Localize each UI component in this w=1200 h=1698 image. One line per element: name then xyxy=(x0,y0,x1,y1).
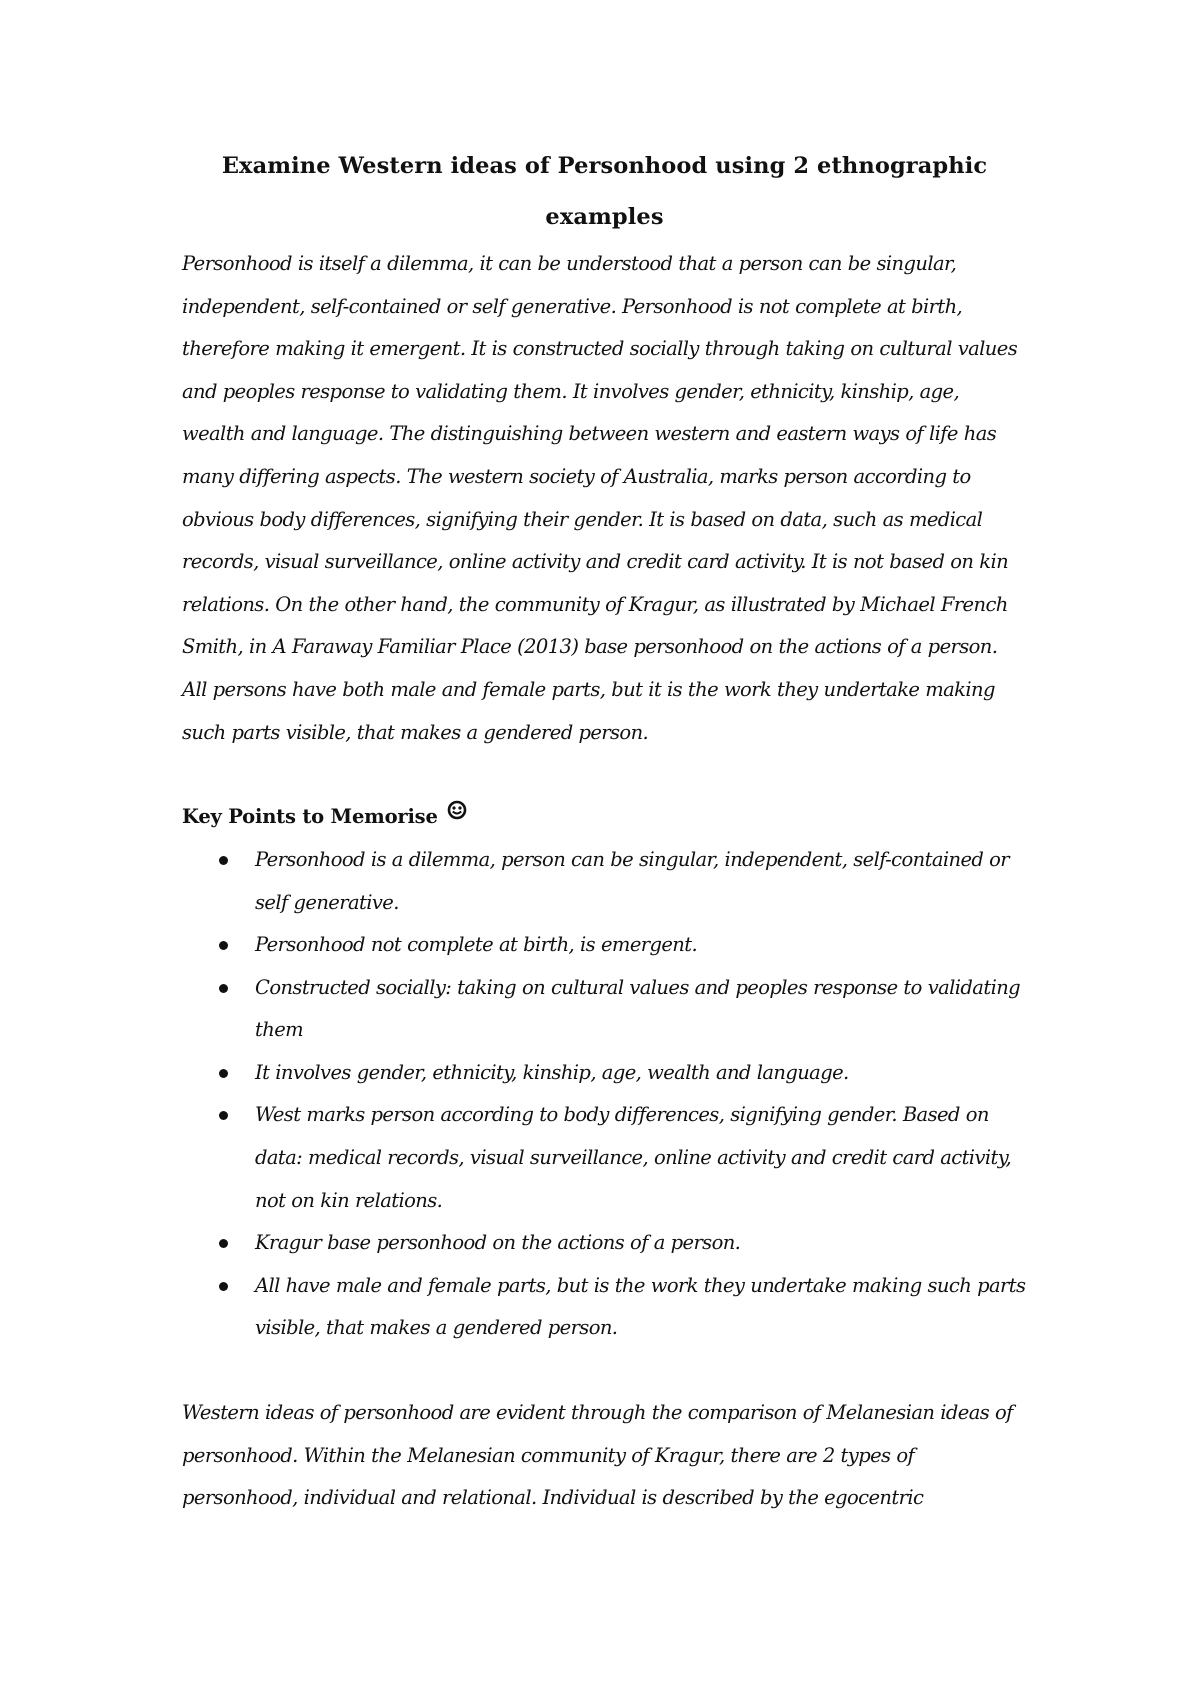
key-point-text: Personhood is a dilemma, person can be singular, independent, self-contained or self generative. xyxy=(255,847,1010,914)
bullet-icon xyxy=(219,1111,228,1120)
bullet-icon xyxy=(219,941,228,950)
key-point-text: West marks person according to body differences, signifying gender. Based on data: medical records, visual surveillance, online activity and credit card activity, not on kin relations. xyxy=(255,1103,1012,1212)
document-body xyxy=(182,141,1027,1520)
bullet-icon xyxy=(219,1069,228,1078)
key-point-text: Constructed socially: taking on cultural values and peoples response to validating them xyxy=(255,975,1021,1042)
key-point-item xyxy=(182,1052,1027,1095)
key-points-list xyxy=(182,839,1027,1350)
key-point-text: Personhood not complete at birth, is emergent. xyxy=(255,933,698,957)
key-point-item xyxy=(182,967,1027,1052)
key-points-heading-text: Key Points to Memorise xyxy=(182,805,438,829)
document-title: Examine Western ideas of Personhood using 2 ethnographic examples xyxy=(221,153,988,230)
key-point-item xyxy=(182,839,1027,924)
bullet-icon xyxy=(219,1239,228,1248)
key-point-item xyxy=(182,924,1027,967)
key-point-item xyxy=(182,1222,1027,1265)
key-points-heading xyxy=(182,796,1027,839)
smiley-face-icon xyxy=(447,793,467,836)
closing-paragraph: Western ideas of personhood are evident through the comparison of Melanesian ideas of personhood. Within the Melanesian community of Kragur, there are 2 types of personhood, individual and relational. Individual is described by the egocentric xyxy=(182,1401,1013,1510)
bullet-icon xyxy=(219,856,228,865)
key-point-item xyxy=(182,1265,1027,1350)
key-point-item xyxy=(182,1094,1027,1222)
bullet-icon xyxy=(219,1282,228,1291)
intro-paragraph: Personhood is itself a dilemma, it can be understood that a person can be singular, independent, self-contained or self generative. Personhood is not complete at birth, therefore making it emergent. It is constructed socially through taking on cultural values and peoples response to validating them. It involves gender, ethnicity, kinship, age, wealth and language. The distinguishing between western and eastern ways of life has many differing aspects. The western society of Australia, marks person according to obvious body differences, signifying their gender. It is based on data, such as medical records, visual surveillance, online activity and credit card activity. It is not based on kin relations. On the other hand, the community of Kragur, as illustrated by Michael French Smith, in A Faraway Familiar Place (2013) base personhood on the actions of a person. All persons have both male and female parts, but it is the work they undertake making such parts visible, that makes a gendered person. xyxy=(182,252,1018,744)
key-point-text: Kragur base personhood on the actions of a person. xyxy=(255,1231,741,1255)
key-point-text: All have male and female parts, but is the work they undertake making such parts visible, that makes a gendered person. xyxy=(255,1273,1026,1340)
key-point-text: It involves gender, ethnicity, kinship, age, wealth and language. xyxy=(255,1060,849,1084)
bullet-icon xyxy=(219,984,228,993)
